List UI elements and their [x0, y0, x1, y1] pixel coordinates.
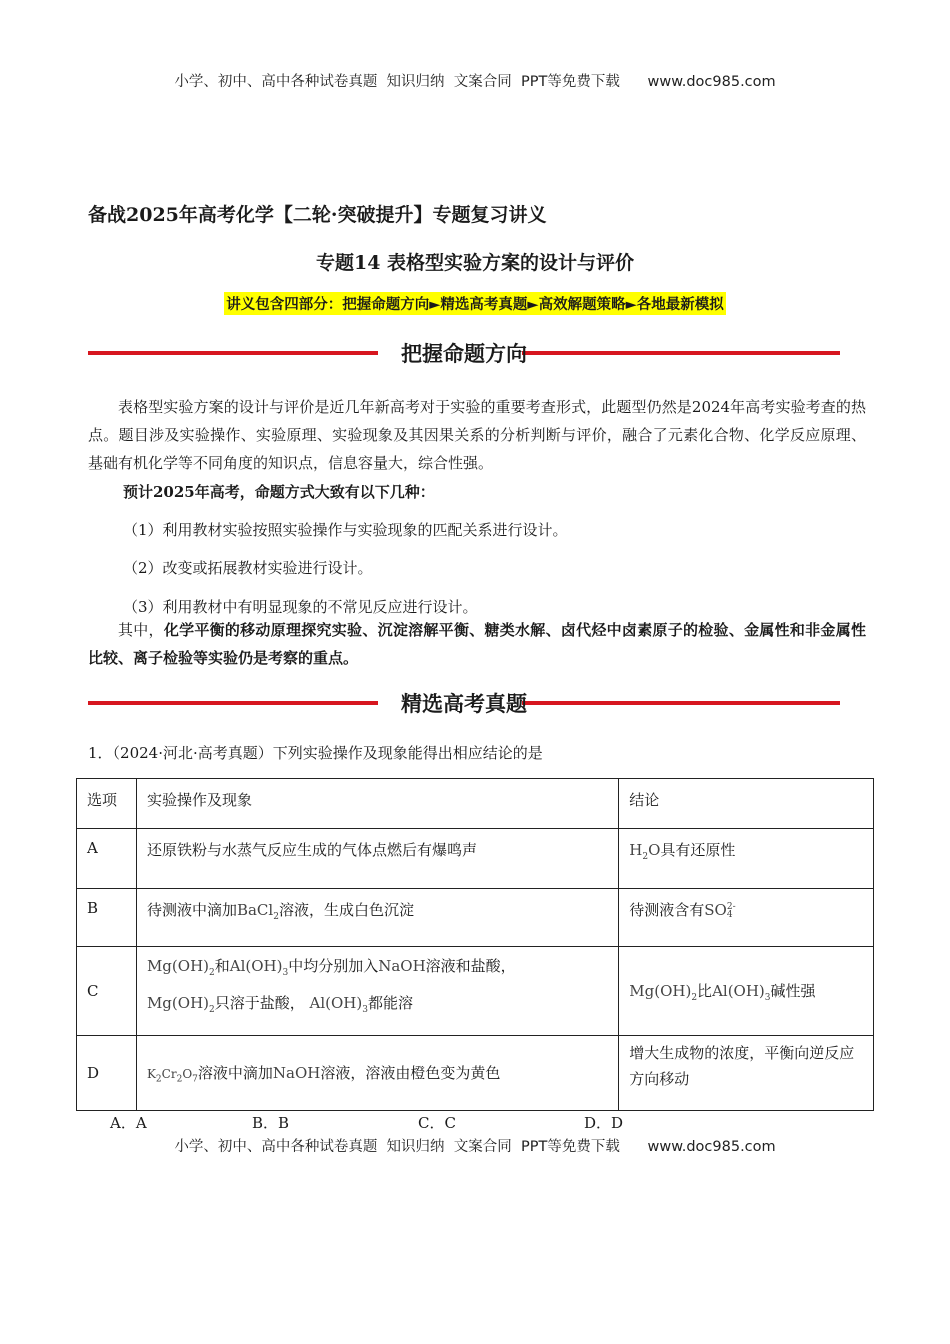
table-header-cell: 实验操作及现象: [136, 779, 618, 829]
operation-cell: $K_2Cr_2O_7$溶液中滴加NaOH溶液，溶液由橙色变为黄色: [136, 1036, 618, 1111]
operation-cell: $Mg(OH)_2$和$Al(OH)_3$中均分别加入NaOH溶液和盐酸， $Mg(OH)_2$只溶于盐酸， $Al(OH)_3$都能溶: [136, 947, 618, 1036]
operation-cell: 待测液中滴加BaCl$_2$溶液，生成白色沉淀: [136, 889, 618, 947]
question-table: [76, 778, 874, 1111]
focus-bold-text: 化学平衡的移动原理探究实验、沉淀溶解平衡、糖类水解、卤代烃中卤素原子的检验、金属性和非金属性比较、离子检验等实验仍是考察的重点。: [88, 621, 866, 667]
answer-option-d[interactable]: D．D: [584, 1114, 624, 1132]
option-cell: A: [77, 829, 137, 889]
intro-paragraph: 表格型实验方案的设计与评价是近几年新高考对于实验的重要考查形式，此题型仍然是2024年高考实验考查的热点。题目涉及实验操作、实验原理、实验现象及其因果关系的分析判断与评价，融合了元素化合物、化学反应原理、基础有机化学等不同角度的知识点，信息容量大，综合性强。: [88, 398, 866, 472]
table-row: [77, 829, 874, 889]
section-banner-exams: [88, 688, 840, 718]
table-header-row: [77, 779, 874, 829]
table-row: [77, 947, 874, 1036]
table-row: [77, 889, 874, 947]
section-heading: 精选高考真题: [401, 692, 527, 716]
operation-cell: 还原铁粉与水蒸气反应生成的气体点燃后有爆鸣声: [136, 829, 618, 889]
forecast-line: 预计2025年高考，命题方式大致有以下几种：: [123, 483, 435, 501]
answer-option-b[interactable]: B．B: [252, 1114, 290, 1132]
table-header-cell: 结论: [619, 779, 874, 829]
conclusion-cell: $Mg(OH)_2$比$Al(OH)_3$碱性强: [619, 947, 874, 1036]
header-text: 小学、初中、高中各种试卷真题 知识归纳 文案合同 PPT等免费下载: [174, 74, 620, 90]
section-heading: 把握命题方向: [401, 342, 527, 366]
section-banner-direction: [88, 338, 840, 368]
list-item: （1）利用教材实验按照实验操作与实验现象的匹配关系进行设计。: [123, 521, 568, 539]
question-stem: 1．（2024·河北·高考真题）下列实验操作及现象能得出相应结论的是: [88, 744, 543, 762]
footer-url[interactable]: www.doc985.com: [647, 1139, 776, 1155]
topic-title: 专题14 表格型实验方案的设计与评价: [315, 252, 635, 274]
option-cell: B: [77, 889, 137, 947]
footer-text: 小学、初中、高中各种试卷真题 知识归纳 文案合同 PPT等免费下载: [174, 1139, 620, 1155]
focus-paragraph: [88, 616, 866, 672]
list-item: （2）改变或拓展教材实验进行设计。: [123, 559, 373, 577]
document-title: 备战2025年高考化学【二轮·突破提升】专题复习讲义: [88, 204, 547, 226]
option-cell: C: [77, 947, 137, 1036]
conclusion-cell: 增大生成物的浓度，平衡向逆反应方向移动: [619, 1036, 874, 1111]
conclusion-cell: 待测液含有SO 2- 4: [619, 889, 874, 947]
answer-option-c[interactable]: C．C: [418, 1114, 456, 1132]
outline-highlight: 讲义包含四部分：把握命题方向►精选高考真题►高效解题策略►各地最新模拟: [224, 292, 725, 315]
page-footer: [0, 1135, 950, 1156]
table-header-cell: 选项: [77, 779, 137, 829]
focus-prefix: 其中，: [118, 621, 164, 639]
list-item: （3）利用教材中有明显现象的不常见反应进行设计。: [123, 598, 478, 616]
conclusion-cell: $H_2O$具有还原性: [619, 829, 874, 889]
option-cell: D: [77, 1036, 137, 1111]
page-header: [0, 70, 950, 91]
table-row: [77, 1036, 874, 1111]
header-url[interactable]: www.doc985.com: [647, 74, 776, 90]
answer-option-a[interactable]: A．A: [110, 1114, 147, 1132]
